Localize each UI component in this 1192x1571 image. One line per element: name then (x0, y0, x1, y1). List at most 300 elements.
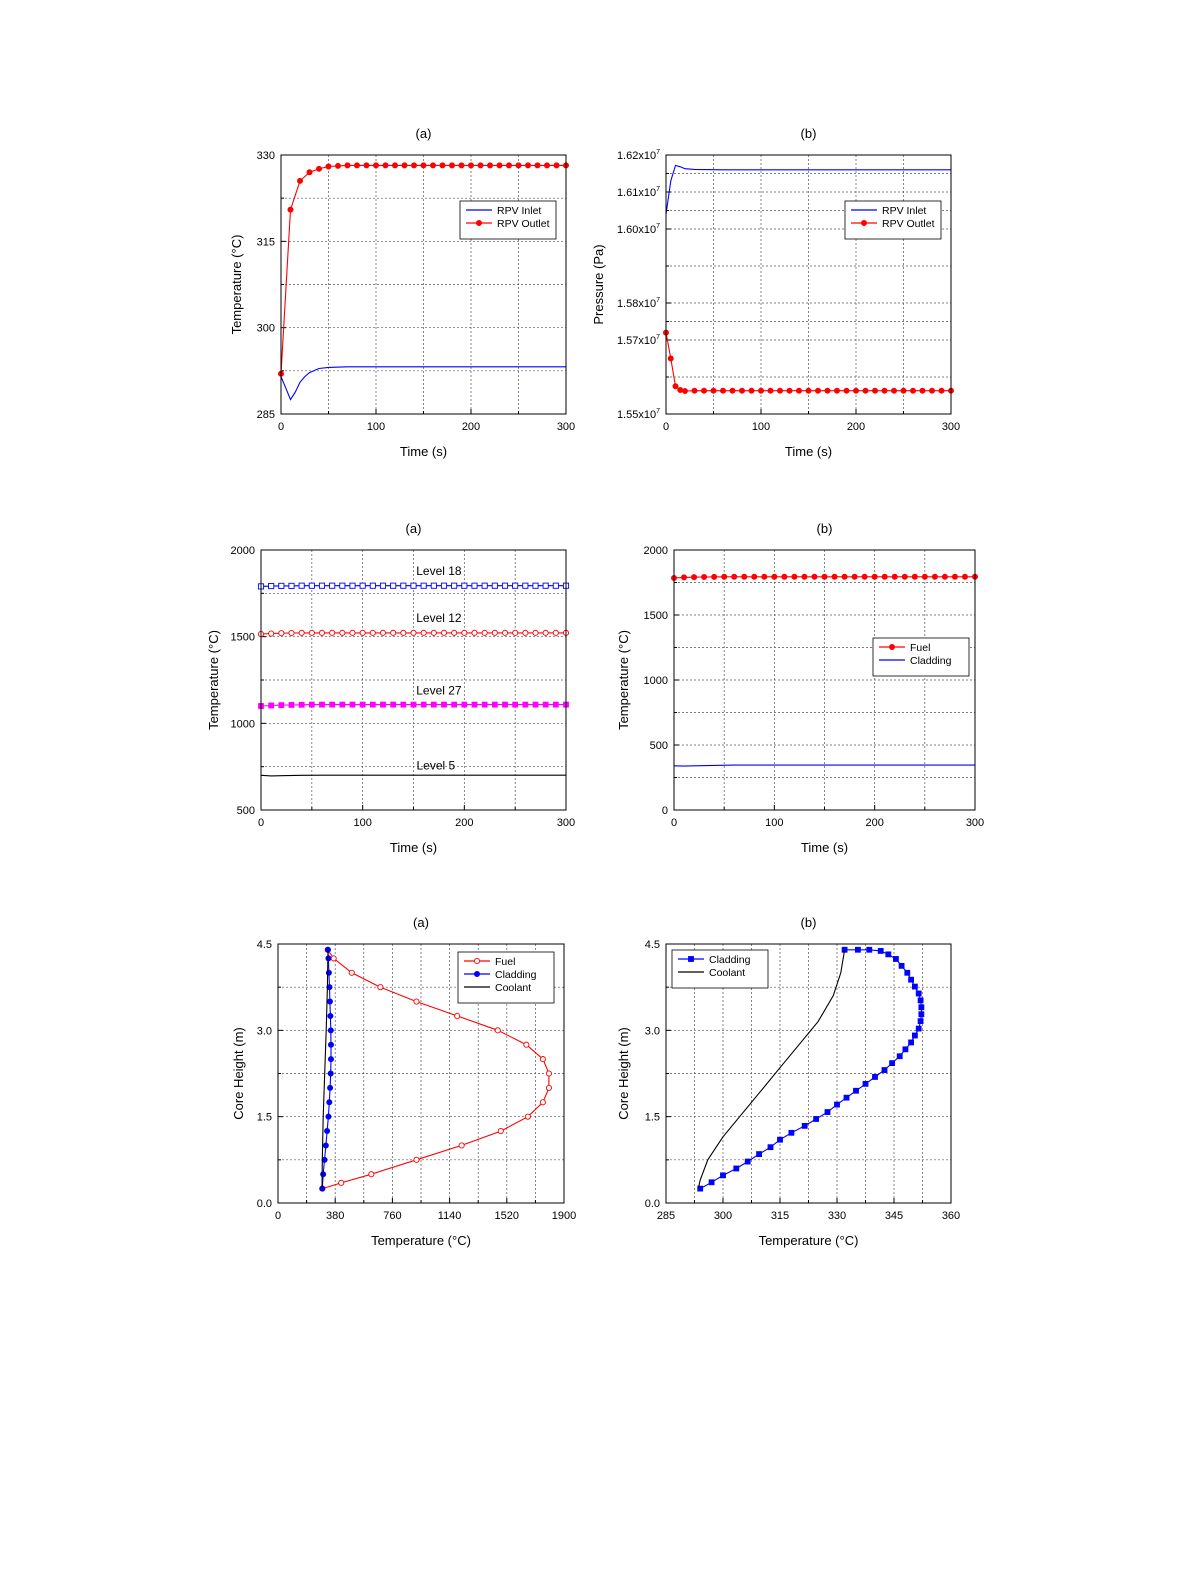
data-point-rpv-outlet (939, 388, 944, 393)
data-point-level-12 (513, 630, 518, 635)
y-tick-label: 0 (661, 805, 668, 817)
data-point-level-12 (533, 630, 538, 635)
data-point-fuel (459, 1143, 464, 1148)
data-point-level-18 (360, 583, 365, 588)
chart-2-pressure-vs-time (591, 126, 960, 459)
y-tick-label-exp: 7 (656, 297, 660, 304)
data-point-rpv-outlet (459, 163, 464, 168)
x-axis-label: Time (s) (399, 444, 448, 459)
y-tick-label-base: 1.58x10 (616, 298, 657, 310)
legend-marker (889, 644, 894, 649)
x-tick-label: 0 (274, 1210, 282, 1222)
data-point-cladding (328, 1057, 333, 1062)
panel-label: (a) (405, 521, 422, 536)
data-point-rpv-outlet (891, 388, 896, 393)
data-point-fuel (922, 574, 927, 579)
x-tick-label: 380 (326, 1210, 345, 1222)
data-point-fuel (842, 574, 847, 579)
y-tick-label-base: 1.62x10 (616, 150, 657, 162)
data-point-level-27 (513, 702, 518, 707)
data-point-fuel (782, 574, 787, 579)
data-point-fuel (339, 1180, 344, 1185)
x-tick-label: 200 (461, 421, 481, 433)
annotation-label: Level 27 (416, 683, 462, 698)
y-tick-label: 2000 (230, 545, 255, 557)
data-point-rpv-outlet (872, 388, 877, 393)
data-point-fuel (414, 999, 419, 1004)
data-point-level-12 (472, 630, 477, 635)
data-point-cladding (912, 1033, 917, 1038)
data-point-level-18 (411, 583, 416, 588)
data-point-cladding (327, 1085, 332, 1090)
data-point-level-18 (513, 583, 518, 588)
data-point-cladding (321, 1172, 326, 1177)
data-point-cladding (802, 1123, 807, 1128)
annotation-label: Level 5 (416, 758, 456, 773)
data-point-level-12 (279, 631, 284, 636)
data-point-level-18 (543, 583, 548, 588)
data-point-fuel (712, 574, 717, 579)
x-axis-label: Time (s) (784, 444, 833, 459)
data-point-fuel (892, 574, 897, 579)
data-point-level-12 (462, 630, 467, 635)
data-point-cladding (909, 1040, 914, 1045)
data-point-level-27 (462, 702, 467, 707)
y-tick-label: 285 (256, 409, 275, 421)
y-tick-label: 1000 (230, 718, 255, 731)
y-tick-label: 300 (256, 322, 275, 335)
data-point-fuel (455, 1013, 460, 1018)
data-point-cladding (327, 999, 332, 1004)
legend (672, 950, 768, 988)
x-tick-label: 300 (713, 1210, 733, 1222)
gridlines (281, 155, 566, 414)
legend-marker (476, 220, 481, 225)
y-tick-label-base: 1.57x10 (616, 335, 657, 347)
data-point-level-12 (421, 630, 426, 635)
y-tick-label (617, 297, 660, 310)
legend-marker (861, 220, 866, 225)
x-tick-label: 285 (656, 1210, 676, 1222)
y-tick-label (617, 186, 660, 199)
data-point-level-27 (299, 702, 304, 707)
y-tick-label: 500 (649, 740, 668, 752)
data-point-level-27 (482, 702, 487, 707)
data-point-cladding (844, 1095, 849, 1100)
data-point-cladding (825, 1109, 830, 1114)
data-point-rpv-outlet (506, 163, 511, 168)
x-tick-label: 300 (556, 421, 576, 433)
x-axis-label: Time (s) (389, 840, 438, 855)
data-point-cladding (709, 1180, 714, 1185)
y-tick-label: 330 (256, 150, 275, 162)
legend-entry: RPV Inlet (882, 205, 927, 217)
data-point-cladding (720, 1173, 725, 1178)
data-point-level-12 (391, 630, 396, 635)
data-point-fuel (962, 574, 967, 579)
data-point-rpv-outlet (796, 388, 801, 393)
data-point-cladding (328, 1042, 333, 1047)
data-point-rpv-outlet (383, 163, 388, 168)
y-tick-label (617, 408, 660, 421)
y-tick-label: 1000 (643, 675, 668, 687)
data-point-rpv-outlet (806, 388, 811, 393)
data-point-level-27 (340, 702, 345, 707)
data-point-level-12 (309, 630, 314, 635)
data-point-level-18 (370, 583, 375, 588)
legend-entry: RPV Outlet (497, 218, 550, 230)
y-tick-label (617, 334, 660, 347)
data-point-fuel (792, 574, 797, 579)
data-point-fuel (691, 575, 696, 580)
data-point-cladding (899, 963, 904, 968)
data-point-rpv-outlet (863, 388, 868, 393)
data-point-rpv-outlet (920, 388, 925, 393)
data-point-cladding (328, 1028, 333, 1033)
panel-label: (b) (800, 915, 817, 930)
data-point-level-18 (482, 583, 487, 588)
data-point-cladding (912, 984, 917, 989)
y-axis-label: Temperature (°C) (229, 234, 244, 335)
x-tick-label: 345 (884, 1210, 904, 1222)
data-point-rpv-outlet (316, 166, 321, 171)
data-point-fuel (802, 574, 807, 579)
data-point-rpv-outlet (516, 163, 521, 168)
data-point-level-18 (330, 583, 335, 588)
y-tick-label: 2000 (643, 545, 668, 557)
data-point-rpv-outlet (834, 388, 839, 393)
data-point-level-18 (401, 583, 406, 588)
data-point-fuel (378, 985, 383, 990)
data-point-rpv-outlet (335, 163, 340, 168)
data-point-rpv-outlet (853, 388, 858, 393)
data-point-rpv-outlet (288, 207, 293, 212)
data-point-level-27 (492, 702, 497, 707)
chart-4-fuel-cladding-temperature (616, 521, 984, 855)
legend-entry: Cladding (495, 969, 537, 981)
data-point-rpv-outlet (326, 164, 331, 169)
data-point-rpv-outlet (478, 163, 483, 168)
x-tick-label: 100 (366, 421, 386, 433)
data-point-level-18 (391, 583, 396, 588)
data-point-level-12 (411, 630, 416, 635)
data-point-cladding (909, 977, 914, 982)
x-tick-label: 100 (751, 421, 771, 433)
data-point-level-12 (401, 630, 406, 635)
data-point-cladding (918, 998, 923, 1003)
data-point-level-27 (523, 702, 528, 707)
legend-entry: RPV Inlet (497, 205, 542, 217)
y-tick-label: 1500 (230, 631, 255, 644)
data-point-cladding (855, 947, 860, 952)
data-point-level-18 (472, 583, 477, 588)
data-point-fuel (349, 970, 354, 975)
data-point-rpv-outlet (673, 384, 678, 389)
data-point-cladding (878, 948, 883, 953)
y-axis-label: Temperature (°C) (206, 630, 221, 730)
panel-label: (a) (413, 915, 429, 930)
data-point-fuel (762, 574, 767, 579)
data-point-cladding (918, 1019, 923, 1024)
x-tick-label: 100 (353, 817, 372, 829)
x-tick-label: 200 (846, 421, 866, 433)
data-point-cladding (882, 1067, 887, 1072)
chart-1-temperature-vs-time (229, 126, 575, 459)
y-tick-label: 1.5 (644, 1111, 660, 1124)
data-point-rpv-outlet (882, 388, 887, 393)
data-point-rpv-outlet (392, 163, 397, 168)
data-point-rpv-outlet (758, 388, 763, 393)
data-point-fuel (862, 574, 867, 579)
legend-entry: RPV Outlet (882, 218, 935, 230)
x-tick-label: 300 (556, 817, 576, 829)
data-point-level-27 (391, 702, 396, 707)
data-point-rpv-outlet (929, 388, 934, 393)
y-tick-label: 315 (256, 236, 275, 249)
data-point-cladding (863, 1081, 868, 1086)
y-axis-label: Core Height (m) (231, 1027, 246, 1120)
x-tick-label: 1140 (437, 1210, 462, 1222)
data-point-rpv-outlet (825, 388, 830, 393)
data-point-cladding (323, 1143, 328, 1148)
x-tick-label: 1520 (494, 1210, 520, 1222)
y-tick-label: 4.5 (256, 939, 272, 951)
data-point-level-27 (452, 702, 457, 707)
data-point-fuel (414, 1157, 419, 1162)
y-tick-label: 4.5 (644, 939, 660, 951)
data-point-level-12 (431, 630, 436, 635)
chart-3-level-temperatures (206, 521, 575, 855)
data-point-fuel (902, 574, 907, 579)
data-point-fuel (932, 574, 937, 579)
data-point-level-12 (269, 631, 274, 636)
data-point-rpv-outlet (901, 388, 906, 393)
panel-label: (b) (816, 521, 833, 536)
legend-entry: Fuel (910, 642, 931, 654)
data-point-level-27 (370, 702, 375, 707)
data-point-rpv-outlet (544, 163, 549, 168)
data-point-rpv-outlet (468, 163, 473, 168)
data-point-fuel (912, 574, 917, 579)
data-point-level-18 (462, 583, 467, 588)
x-tick-label: 315 (770, 1210, 790, 1222)
data-point-cladding (789, 1130, 794, 1135)
y-tick-label-exp: 7 (656, 408, 660, 415)
y-tick-label: 1.5 (256, 1111, 272, 1124)
data-point-rpv-outlet (844, 388, 849, 393)
chart-6-core-height-cladding-coolant (616, 915, 960, 1248)
data-point-cladding (919, 1005, 924, 1010)
data-point-rpv-outlet (297, 178, 302, 183)
data-point-cladding (328, 1013, 333, 1018)
data-point-level-27 (421, 702, 426, 707)
data-point-fuel (832, 574, 837, 579)
data-point-fuel (369, 1172, 374, 1177)
data-point-rpv-outlet (345, 163, 350, 168)
data-point-level-27 (350, 702, 355, 707)
data-point-level-27 (330, 702, 335, 707)
data-point-rpv-outlet (487, 163, 492, 168)
data-point-level-27 (431, 702, 436, 707)
data-point-level-27 (360, 702, 365, 707)
x-tick-label: 200 (455, 817, 474, 829)
data-point-rpv-outlet (307, 170, 312, 175)
data-point-rpv-outlet (525, 163, 530, 168)
x-tick-label: 0 (257, 817, 265, 829)
x-tick-label: 0 (277, 421, 285, 433)
data-point-rpv-outlet (411, 163, 416, 168)
x-tick-label: 200 (865, 817, 884, 829)
x-axis-label: Temperature (°C) (371, 1233, 471, 1248)
data-point-cladding (853, 1088, 858, 1093)
data-point-fuel (732, 574, 737, 579)
data-point-cladding (327, 1100, 332, 1105)
data-point-level-12 (370, 630, 375, 635)
data-point-level-27 (441, 702, 446, 707)
data-point-fuel (524, 1042, 529, 1047)
data-point-fuel (681, 575, 686, 580)
gridlines (261, 550, 566, 810)
data-point-rpv-outlet (768, 388, 773, 393)
data-point-level-18 (452, 583, 457, 588)
x-tick-label: 1900 (551, 1210, 577, 1222)
data-point-cladding (814, 1116, 819, 1121)
x-axis-label: Temperature (°C) (758, 1233, 859, 1248)
x-tick-label: 300 (941, 421, 961, 433)
data-point-level-18 (421, 583, 426, 588)
data-point-level-18 (319, 583, 324, 588)
data-point-cladding (919, 1012, 924, 1017)
data-point-fuel (822, 574, 827, 579)
data-point-rpv-outlet (440, 163, 445, 168)
data-point-level-18 (441, 583, 446, 588)
data-point-rpv-outlet (678, 387, 683, 392)
data-point-level-12 (441, 630, 446, 635)
data-point-cladding (903, 1047, 908, 1052)
data-point-level-27 (319, 702, 324, 707)
data-point-level-18 (309, 583, 314, 588)
series-line-rpv-outlet (666, 333, 951, 392)
data-point-rpv-outlet (730, 388, 735, 393)
data-point-cladding (867, 947, 872, 952)
data-point-level-18 (492, 583, 497, 588)
y-tick-label-base: 1.61x10 (616, 187, 657, 199)
data-point-fuel (882, 574, 887, 579)
legend (460, 201, 556, 239)
gridlines (674, 550, 975, 810)
data-point-level-12 (482, 630, 487, 635)
data-point-level-27 (533, 702, 538, 707)
data-point-rpv-outlet (668, 356, 673, 361)
annotation-label: Level 18 (416, 564, 462, 579)
data-point-fuel (546, 1071, 551, 1076)
x-tick-label: 100 (765, 817, 784, 829)
data-point-rpv-outlet (364, 163, 369, 168)
y-tick-label (617, 149, 660, 162)
legend (873, 638, 969, 676)
legend-entry: Coolant (495, 982, 532, 994)
y-tick-label: 1500 (643, 610, 668, 622)
y-tick-label-exp: 7 (656, 334, 660, 341)
data-point-cladding (768, 1145, 773, 1150)
data-point-cladding (886, 952, 891, 957)
y-tick-label-base: 1.55x10 (616, 409, 657, 421)
data-point-fuel (546, 1085, 551, 1090)
data-point-level-27 (309, 702, 314, 707)
data-point-level-12 (523, 630, 528, 635)
data-point-level-12 (289, 630, 294, 635)
data-point-level-12 (492, 630, 497, 635)
data-point-rpv-outlet (711, 388, 716, 393)
data-point-fuel (540, 1100, 545, 1105)
data-point-fuel (812, 574, 817, 579)
data-point-fuel (495, 1028, 500, 1033)
legend-entry: Coolant (709, 967, 746, 979)
x-axis-label: Time (s) (800, 840, 849, 855)
data-point-level-27 (401, 702, 406, 707)
data-point-fuel (742, 574, 747, 579)
data-point-level-27 (502, 702, 507, 707)
data-point-level-18 (350, 583, 355, 588)
y-axis-label: Core Height (m) (616, 1027, 631, 1120)
data-point-level-18 (523, 583, 528, 588)
legend-entry: Cladding (709, 954, 751, 966)
legend-marker (688, 956, 693, 961)
data-point-level-18 (269, 583, 274, 588)
data-point-level-12 (299, 630, 304, 635)
y-axis-label: Temperature (°C) (616, 630, 631, 730)
data-point-rpv-outlet (497, 163, 502, 168)
data-point-rpv-outlet (815, 388, 820, 393)
data-point-level-12 (360, 630, 365, 635)
x-tick-label: 0 (662, 421, 670, 433)
data-point-level-27 (289, 702, 294, 707)
legend-marker (474, 958, 479, 963)
data-point-level-27 (411, 702, 416, 707)
y-tick-label-base: 1.60x10 (616, 224, 657, 236)
data-point-cladding (734, 1166, 739, 1171)
annotation-label: Level 12 (416, 610, 462, 625)
data-point-level-27 (543, 702, 548, 707)
panel-label: (b) (800, 126, 817, 141)
data-point-level-18 (431, 583, 436, 588)
data-point-fuel (752, 574, 757, 579)
data-point-fuel (525, 1114, 530, 1119)
x-tick-label: 300 (965, 817, 985, 829)
data-point-level-18 (340, 583, 345, 588)
x-tick-label: 760 (383, 1210, 402, 1222)
legend (458, 952, 554, 1003)
data-point-level-27 (269, 703, 274, 708)
data-point-cladding (890, 1061, 895, 1066)
data-point-fuel (852, 574, 857, 579)
data-point-rpv-outlet (692, 388, 697, 393)
data-point-level-27 (380, 702, 385, 707)
data-point-fuel (872, 574, 877, 579)
data-point-fuel (540, 1057, 545, 1062)
data-point-level-18 (299, 583, 304, 588)
data-point-cladding (916, 1026, 921, 1031)
data-point-rpv-outlet (720, 388, 725, 393)
data-point-level-12 (553, 630, 558, 635)
data-point-cladding (872, 1074, 877, 1079)
data-point-level-12 (319, 630, 324, 635)
data-point-cladding (326, 1114, 331, 1119)
data-point-cladding (328, 1071, 333, 1076)
legend-entry: Fuel (495, 956, 516, 968)
gridlines (666, 155, 951, 414)
data-point-cladding (324, 1128, 329, 1133)
